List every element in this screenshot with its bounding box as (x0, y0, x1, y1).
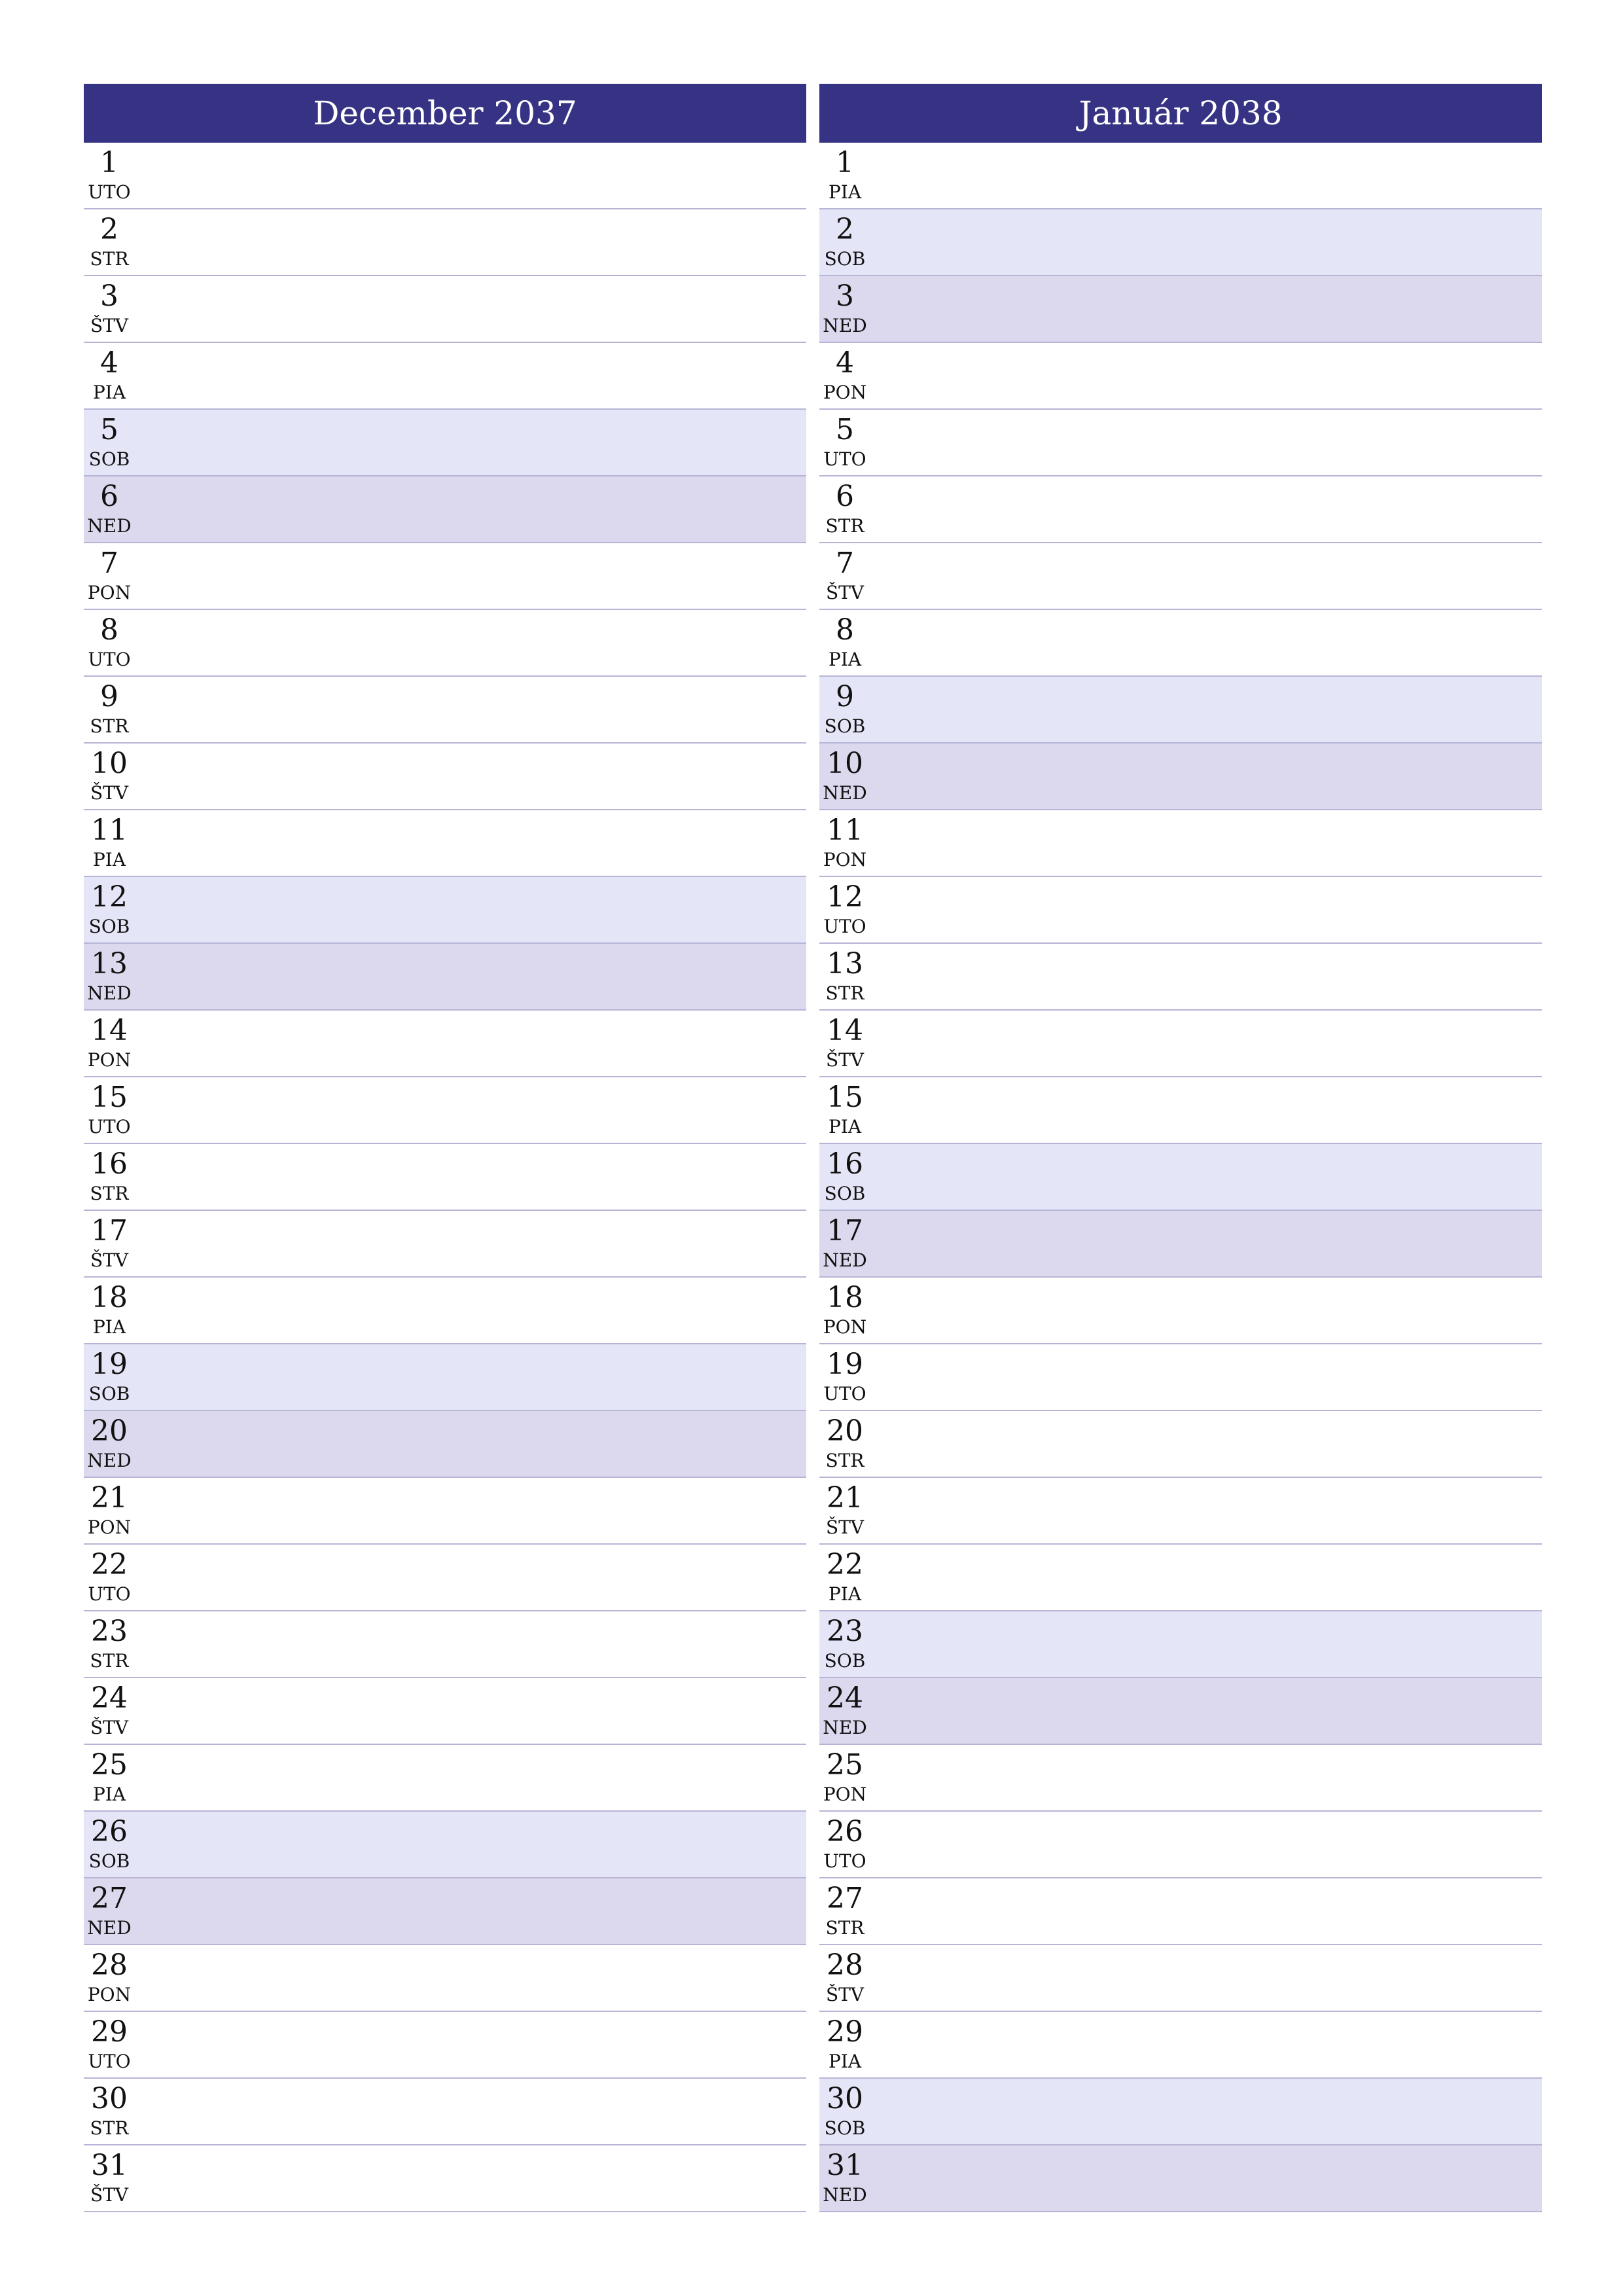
day-of-week: PON (823, 382, 867, 403)
day-number: 28 (827, 1948, 863, 1982)
day-cell (819, 944, 870, 1009)
day-number: 12 (91, 880, 128, 914)
day-of-week: ŠTV (90, 782, 129, 804)
day-number: 10 (91, 747, 128, 780)
day-of-week: PIA (92, 849, 126, 870)
month-january-2038 (819, 84, 1542, 2212)
day-cell (84, 944, 135, 1009)
day-of-week: PON (823, 849, 867, 870)
day-number: 24 (91, 1681, 128, 1715)
day-of-week: PIA (92, 1784, 126, 1805)
day-row (819, 143, 1542, 209)
day-of-week: STR (90, 715, 129, 737)
day-cell (84, 476, 135, 542)
day-of-week: SOB (88, 1850, 130, 1872)
day-list (819, 143, 1542, 2212)
day-number: 25 (91, 1748, 128, 1782)
day-number: 16 (91, 1147, 128, 1181)
day-number: 1 (100, 146, 118, 179)
day-cell (819, 2012, 870, 2077)
month-header: Január 2038 (819, 84, 1542, 143)
day-cell (84, 1144, 135, 1210)
day-cell (819, 1945, 870, 2011)
day-cell (819, 677, 870, 742)
day-number: 9 (100, 680, 118, 713)
day-of-week: ŠTV (825, 1049, 865, 1071)
day-number: 19 (827, 1348, 863, 1381)
day-cell (819, 1278, 870, 1343)
day-of-week: ŠTV (90, 1717, 129, 1738)
day-cell (819, 1745, 870, 1810)
day-of-week: PON (87, 1049, 132, 1071)
day-of-week: NED (823, 782, 867, 804)
day-cell (84, 610, 135, 675)
day-of-week: PON (87, 582, 132, 603)
day-row (819, 944, 1542, 1011)
day-cell (819, 1678, 870, 1744)
day-of-week: ŠTV (825, 1984, 865, 2005)
day-number: 24 (827, 1681, 863, 1715)
day-cell (84, 1745, 135, 1810)
day-row (819, 2145, 1542, 2212)
day-of-week: ŠTV (90, 2184, 129, 2206)
day-number: 6 (836, 480, 854, 513)
day-of-week: UTO (823, 916, 866, 937)
day-cell (84, 1812, 135, 1877)
day-cell (819, 1077, 870, 1143)
day-row (84, 1478, 806, 1545)
day-of-week: NED (823, 1717, 867, 1738)
day-number: 11 (827, 814, 863, 847)
day-row (819, 1745, 1542, 1812)
day-row (84, 1678, 806, 1745)
day-row (819, 1144, 1542, 1211)
day-cell (819, 1878, 870, 1944)
day-of-week: NED (87, 1450, 132, 1471)
day-cell (819, 2145, 870, 2211)
day-number: 29 (827, 2015, 863, 2049)
day-of-week: STR (90, 248, 129, 270)
day-of-week: PIA (92, 1316, 126, 1338)
day-row (819, 1278, 1542, 1344)
day-of-week: STR (90, 1183, 129, 1204)
day-number: 28 (91, 1948, 128, 1982)
day-of-week: NED (87, 515, 132, 537)
day-row (819, 744, 1542, 810)
day-of-week: STR (90, 2117, 129, 2139)
day-cell (84, 2012, 135, 2077)
day-of-week: STR (90, 1650, 129, 1672)
day-of-week: ŠTV (90, 315, 129, 336)
day-cell (84, 877, 135, 942)
day-cell (84, 276, 135, 342)
day-row (819, 1812, 1542, 1878)
month-header: December 2037 (84, 84, 806, 143)
day-number: 2 (100, 213, 118, 246)
day-of-week: UTO (88, 2051, 131, 2072)
day-row (819, 1945, 1542, 2012)
day-of-week: SOB (824, 1183, 866, 1204)
day-number: 8 (100, 613, 118, 647)
day-of-week: PON (823, 1316, 867, 1338)
day-row (84, 1545, 806, 1611)
day-of-week: SOB (88, 1383, 130, 1405)
day-of-week: PIA (828, 1583, 862, 1605)
day-row (84, 476, 806, 543)
month-december-2037 (84, 84, 806, 2212)
day-number: 10 (827, 747, 863, 780)
day-cell (84, 2079, 135, 2144)
day-cell (819, 1611, 870, 1677)
day-of-week: PIA (828, 1116, 862, 1138)
day-cell (819, 1478, 870, 1543)
day-number: 14 (827, 1014, 863, 1047)
day-of-week: PIA (92, 382, 126, 403)
day-of-week: ŠTV (825, 582, 865, 603)
day-number: 3 (100, 279, 118, 313)
day-number: 13 (91, 947, 128, 980)
day-cell (84, 1945, 135, 2011)
day-of-week: STR (825, 1450, 865, 1471)
day-row (84, 1745, 806, 1812)
day-cell (84, 1478, 135, 1543)
day-of-week: UTO (823, 448, 866, 470)
day-cell (819, 877, 870, 942)
day-cell (819, 744, 870, 809)
day-row (84, 2012, 806, 2079)
day-row (819, 1077, 1542, 1144)
day-of-week: PON (87, 1516, 132, 1538)
day-row (84, 744, 806, 810)
day-row (84, 1411, 806, 1478)
day-of-week: UTO (88, 1583, 131, 1605)
day-number: 17 (91, 1214, 128, 1247)
day-of-week: NED (87, 982, 132, 1004)
day-row (819, 209, 1542, 276)
day-row (84, 1144, 806, 1211)
day-cell (84, 810, 135, 876)
day-of-week: STR (825, 982, 865, 1004)
day-row (819, 810, 1542, 877)
day-cell (84, 1678, 135, 1744)
day-of-week: STR (825, 515, 865, 537)
day-number: 26 (827, 1815, 863, 1848)
day-cell (819, 1011, 870, 1076)
day-row (84, 677, 806, 744)
day-cell (84, 744, 135, 809)
day-number: 4 (100, 346, 118, 380)
day-number: 7 (836, 547, 854, 580)
day-row (819, 877, 1542, 944)
day-of-week: SOB (88, 448, 130, 470)
day-cell (84, 677, 135, 742)
day-row (84, 1211, 806, 1278)
day-of-week: UTO (88, 181, 131, 203)
day-number: 20 (827, 1414, 863, 1448)
day-of-week: UTO (88, 649, 131, 670)
day-row (84, 1011, 806, 1077)
day-cell (819, 1411, 870, 1477)
day-number: 16 (827, 1147, 863, 1181)
day-cell (819, 476, 870, 542)
day-number: 14 (91, 1014, 128, 1047)
day-row (819, 410, 1542, 476)
day-cell (819, 810, 870, 876)
day-number: 5 (836, 413, 854, 446)
day-cell (84, 1611, 135, 1677)
day-row (84, 2079, 806, 2145)
day-row (84, 1812, 806, 1878)
day-number: 21 (827, 1481, 863, 1515)
day-number: 27 (827, 1882, 863, 1915)
day-cell (819, 1812, 870, 1877)
day-cell (84, 1344, 135, 1410)
day-row (84, 1278, 806, 1344)
day-cell (84, 1011, 135, 1076)
day-of-week: NED (823, 1249, 867, 1271)
day-row (84, 610, 806, 677)
day-row (84, 2145, 806, 2212)
day-cell (84, 343, 135, 408)
day-of-week: UTO (88, 1116, 131, 1138)
day-number: 23 (91, 1615, 128, 1648)
day-row (84, 877, 806, 944)
day-row (84, 410, 806, 476)
day-row (819, 543, 1542, 610)
day-row (819, 1878, 1542, 1945)
day-cell (84, 143, 135, 208)
day-of-week: PON (87, 1984, 132, 2005)
day-number: 22 (827, 1548, 863, 1581)
day-number: 27 (91, 1882, 128, 1915)
day-number: 26 (91, 1815, 128, 1848)
day-of-week: SOB (824, 715, 866, 737)
day-number: 4 (836, 346, 854, 380)
day-cell (819, 410, 870, 475)
day-row (819, 1545, 1542, 1611)
day-of-week: SOB (824, 1650, 866, 1672)
day-of-week: PIA (828, 181, 862, 203)
day-cell (819, 1144, 870, 1210)
day-cell (819, 209, 870, 275)
day-cell (84, 1077, 135, 1143)
day-number: 3 (836, 279, 854, 313)
day-of-week: ŠTV (825, 1516, 865, 1538)
day-number: 25 (827, 1748, 863, 1782)
day-cell (84, 1211, 135, 1276)
day-row (819, 677, 1542, 744)
day-number: 11 (91, 814, 128, 847)
day-row (84, 343, 806, 410)
day-row (819, 2012, 1542, 2079)
day-cell (84, 1878, 135, 1944)
day-number: 2 (836, 213, 854, 246)
day-cell (819, 143, 870, 208)
day-of-week: PON (823, 1784, 867, 1805)
day-row (84, 1077, 806, 1144)
day-cell (84, 1545, 135, 1610)
day-of-week: NED (823, 2184, 867, 2206)
day-number: 8 (836, 613, 854, 647)
day-row (819, 1478, 1542, 1545)
day-number: 9 (836, 680, 854, 713)
day-row (84, 944, 806, 1011)
day-row (84, 276, 806, 343)
day-row (819, 1611, 1542, 1678)
day-cell (84, 2145, 135, 2211)
day-cell (819, 543, 870, 609)
day-of-week: SOB (824, 2117, 866, 2139)
day-of-week: ŠTV (90, 1249, 129, 1271)
day-cell (819, 343, 870, 408)
day-number: 23 (827, 1615, 863, 1648)
day-row (84, 209, 806, 276)
day-number: 1 (836, 146, 854, 179)
day-number: 31 (91, 2149, 128, 2182)
day-cell (819, 1545, 870, 1610)
day-row (819, 1344, 1542, 1411)
day-row (819, 1411, 1542, 1478)
day-number: 22 (91, 1548, 128, 1581)
day-number: 5 (100, 413, 118, 446)
day-number: 13 (827, 947, 863, 980)
day-list (84, 143, 806, 2212)
day-of-week: STR (825, 1917, 865, 1939)
day-row (84, 1878, 806, 1945)
day-number: 30 (91, 2082, 128, 2115)
day-number: 17 (827, 1214, 863, 1247)
day-row (819, 343, 1542, 410)
day-row (819, 610, 1542, 677)
day-cell (84, 209, 135, 275)
day-number: 7 (100, 547, 118, 580)
day-cell (819, 1344, 870, 1410)
day-cell (819, 2079, 870, 2144)
day-of-week: PIA (828, 2051, 862, 2072)
day-cell (84, 410, 135, 475)
day-of-week: NED (823, 315, 867, 336)
day-cell (84, 1411, 135, 1477)
day-row (819, 1678, 1542, 1745)
day-cell (84, 1278, 135, 1343)
day-of-week: PIA (828, 649, 862, 670)
day-cell (819, 276, 870, 342)
day-of-week: SOB (824, 248, 866, 270)
day-number: 12 (827, 880, 863, 914)
day-of-week: UTO (823, 1383, 866, 1405)
day-number: 6 (100, 480, 118, 513)
day-row (84, 1611, 806, 1678)
day-row (819, 476, 1542, 543)
day-number: 18 (827, 1281, 863, 1314)
day-cell (819, 1211, 870, 1276)
day-number: 20 (91, 1414, 128, 1448)
day-of-week: NED (87, 1917, 132, 1939)
day-row (84, 810, 806, 877)
day-of-week: SOB (88, 916, 130, 937)
day-cell (84, 543, 135, 609)
day-row (84, 143, 806, 209)
day-number: 31 (827, 2149, 863, 2182)
day-row (819, 1211, 1542, 1278)
day-row (819, 2079, 1542, 2145)
day-number: 29 (91, 2015, 128, 2049)
day-number: 19 (91, 1348, 128, 1381)
day-number: 15 (91, 1081, 128, 1114)
day-row (819, 1011, 1542, 1077)
day-row (84, 1344, 806, 1411)
day-number: 21 (91, 1481, 128, 1515)
day-number: 30 (827, 2082, 863, 2115)
day-cell (819, 610, 870, 675)
day-row (819, 276, 1542, 343)
day-of-week: UTO (823, 1850, 866, 1872)
day-number: 15 (827, 1081, 863, 1114)
day-row (84, 1945, 806, 2012)
day-number: 18 (91, 1281, 128, 1314)
day-row (84, 543, 806, 610)
